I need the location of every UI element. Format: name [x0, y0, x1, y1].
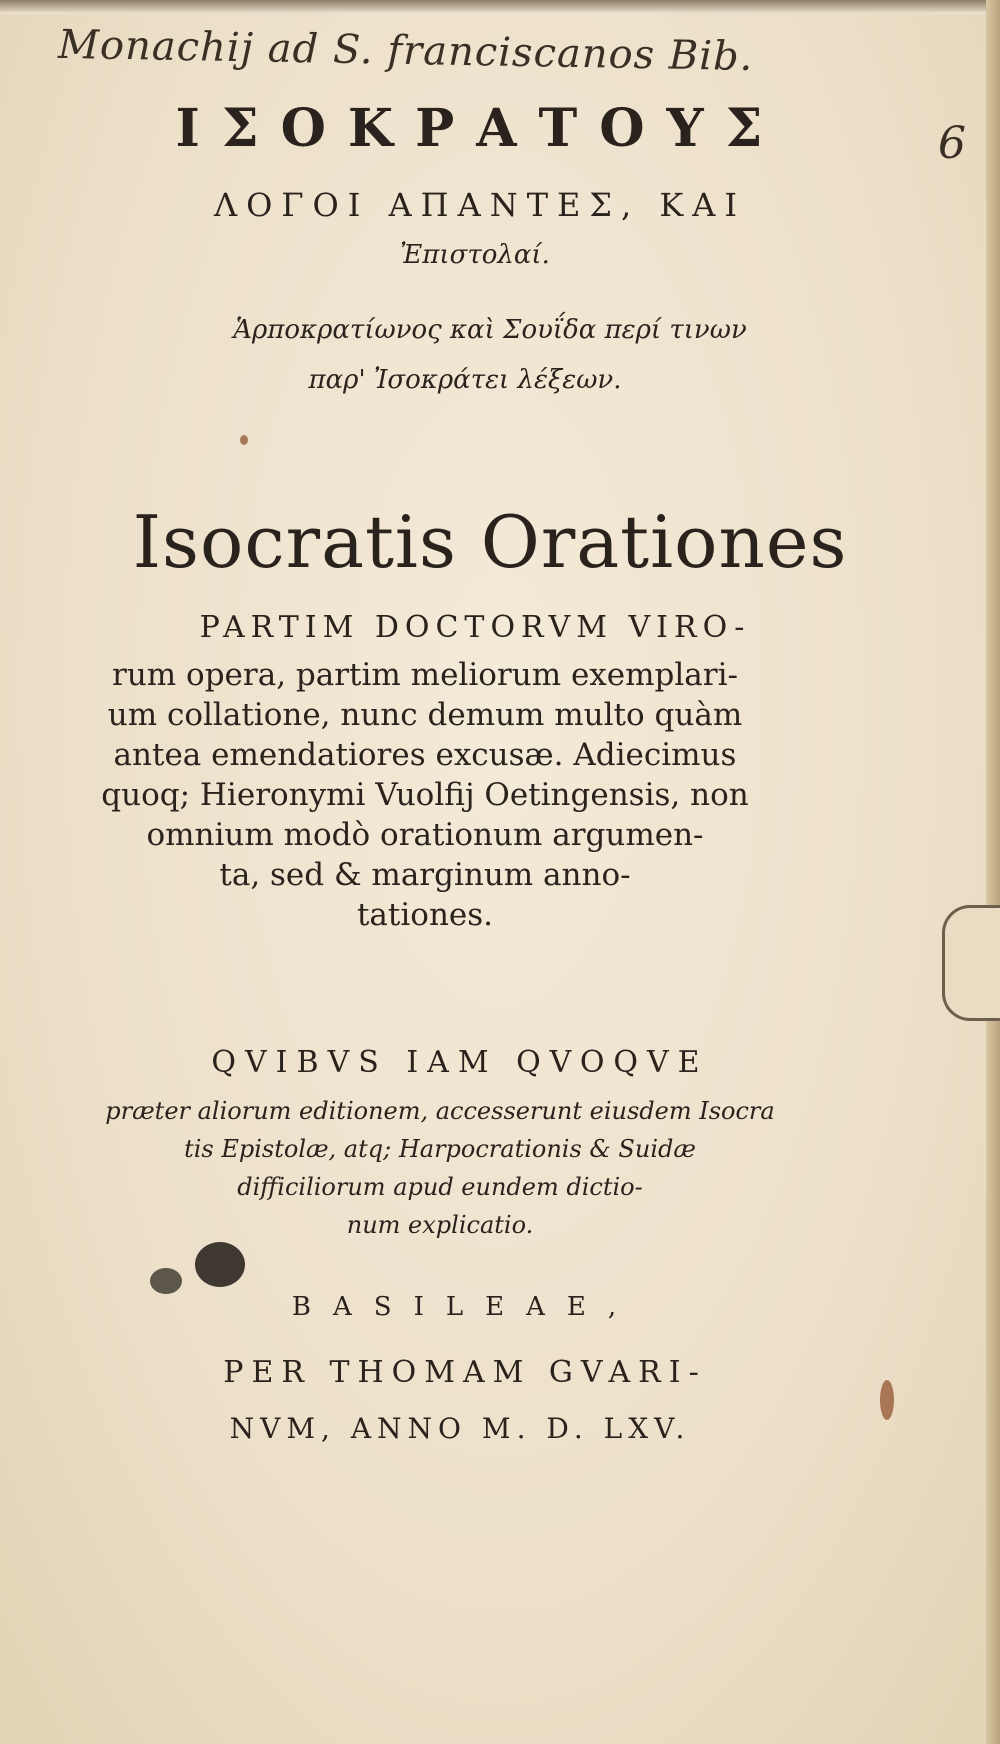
ink-stain — [195, 1242, 245, 1287]
body-line: tationes. — [356, 897, 494, 933]
italic-line: præter aliorum editionem, accesserunt eiusdem Isocra — [105, 1097, 775, 1125]
italic-line: num explicatio. — [346, 1211, 534, 1239]
latin-caps-line-2: QVIBVS IAM QVOQVE — [211, 1045, 709, 1080]
greek-subtitle-line-1: ΛΟΓΟΙ ΑΠΑΝΤΕΣ, ΚΑΙ — [213, 186, 747, 224]
handwritten-inscription: Monachij ad S. franciscanos Bib. — [57, 21, 754, 81]
handwritten-number: 6 — [938, 118, 966, 169]
greek-small-line-2: παρ' Ἰσοκράτει λέξεων. — [308, 365, 622, 395]
greek-subtitle-line-2: Ἐπιστολαί. — [400, 240, 550, 270]
imprint-city: BASILEAE, — [291, 1292, 639, 1322]
italic-block — [80, 1092, 800, 1244]
body-line: ta, sed & marginum anno- — [219, 857, 631, 893]
latin-body — [65, 655, 785, 935]
body-line: rum opera, partim meliorum exemplari- — [112, 657, 738, 693]
ink-stain — [150, 1268, 182, 1294]
page-top-edge — [0, 0, 1000, 14]
body-line: quoq; Hieronymi Vuolfij Oetingensis, non — [101, 777, 749, 813]
greek-title: ΙΣΟΚΡΑΤΟΥΣ — [175, 98, 785, 159]
latin-caps-line: PARTIM DOCTORVM VIRO- — [199, 610, 751, 645]
italic-line: tis Epistolæ, atq; Harpocrationis & Suidæ — [184, 1135, 696, 1163]
body-line: antea emendatiores excusæ. Adiecimus — [113, 737, 737, 773]
latin-title: Isocratis Orationes — [132, 500, 848, 584]
ink-stain — [240, 435, 248, 445]
page-tab — [942, 905, 1000, 1021]
page-right-edge — [986, 0, 1000, 1744]
imprint-printer: PER THOMAM GVARI- — [223, 1355, 707, 1390]
italic-line: difficiliorum apud eundem dictio- — [237, 1173, 643, 1201]
body-line: omnium modò orationum argumen- — [146, 817, 704, 853]
imprint-year: NVM, ANNO M. D. LXV. — [229, 1412, 691, 1445]
greek-small-line-1: Ἁρποκρατίωνος καὶ Σουΐδα περί τινων — [233, 315, 747, 345]
body-line: um collatione, nunc demum multo quàm — [107, 697, 743, 733]
